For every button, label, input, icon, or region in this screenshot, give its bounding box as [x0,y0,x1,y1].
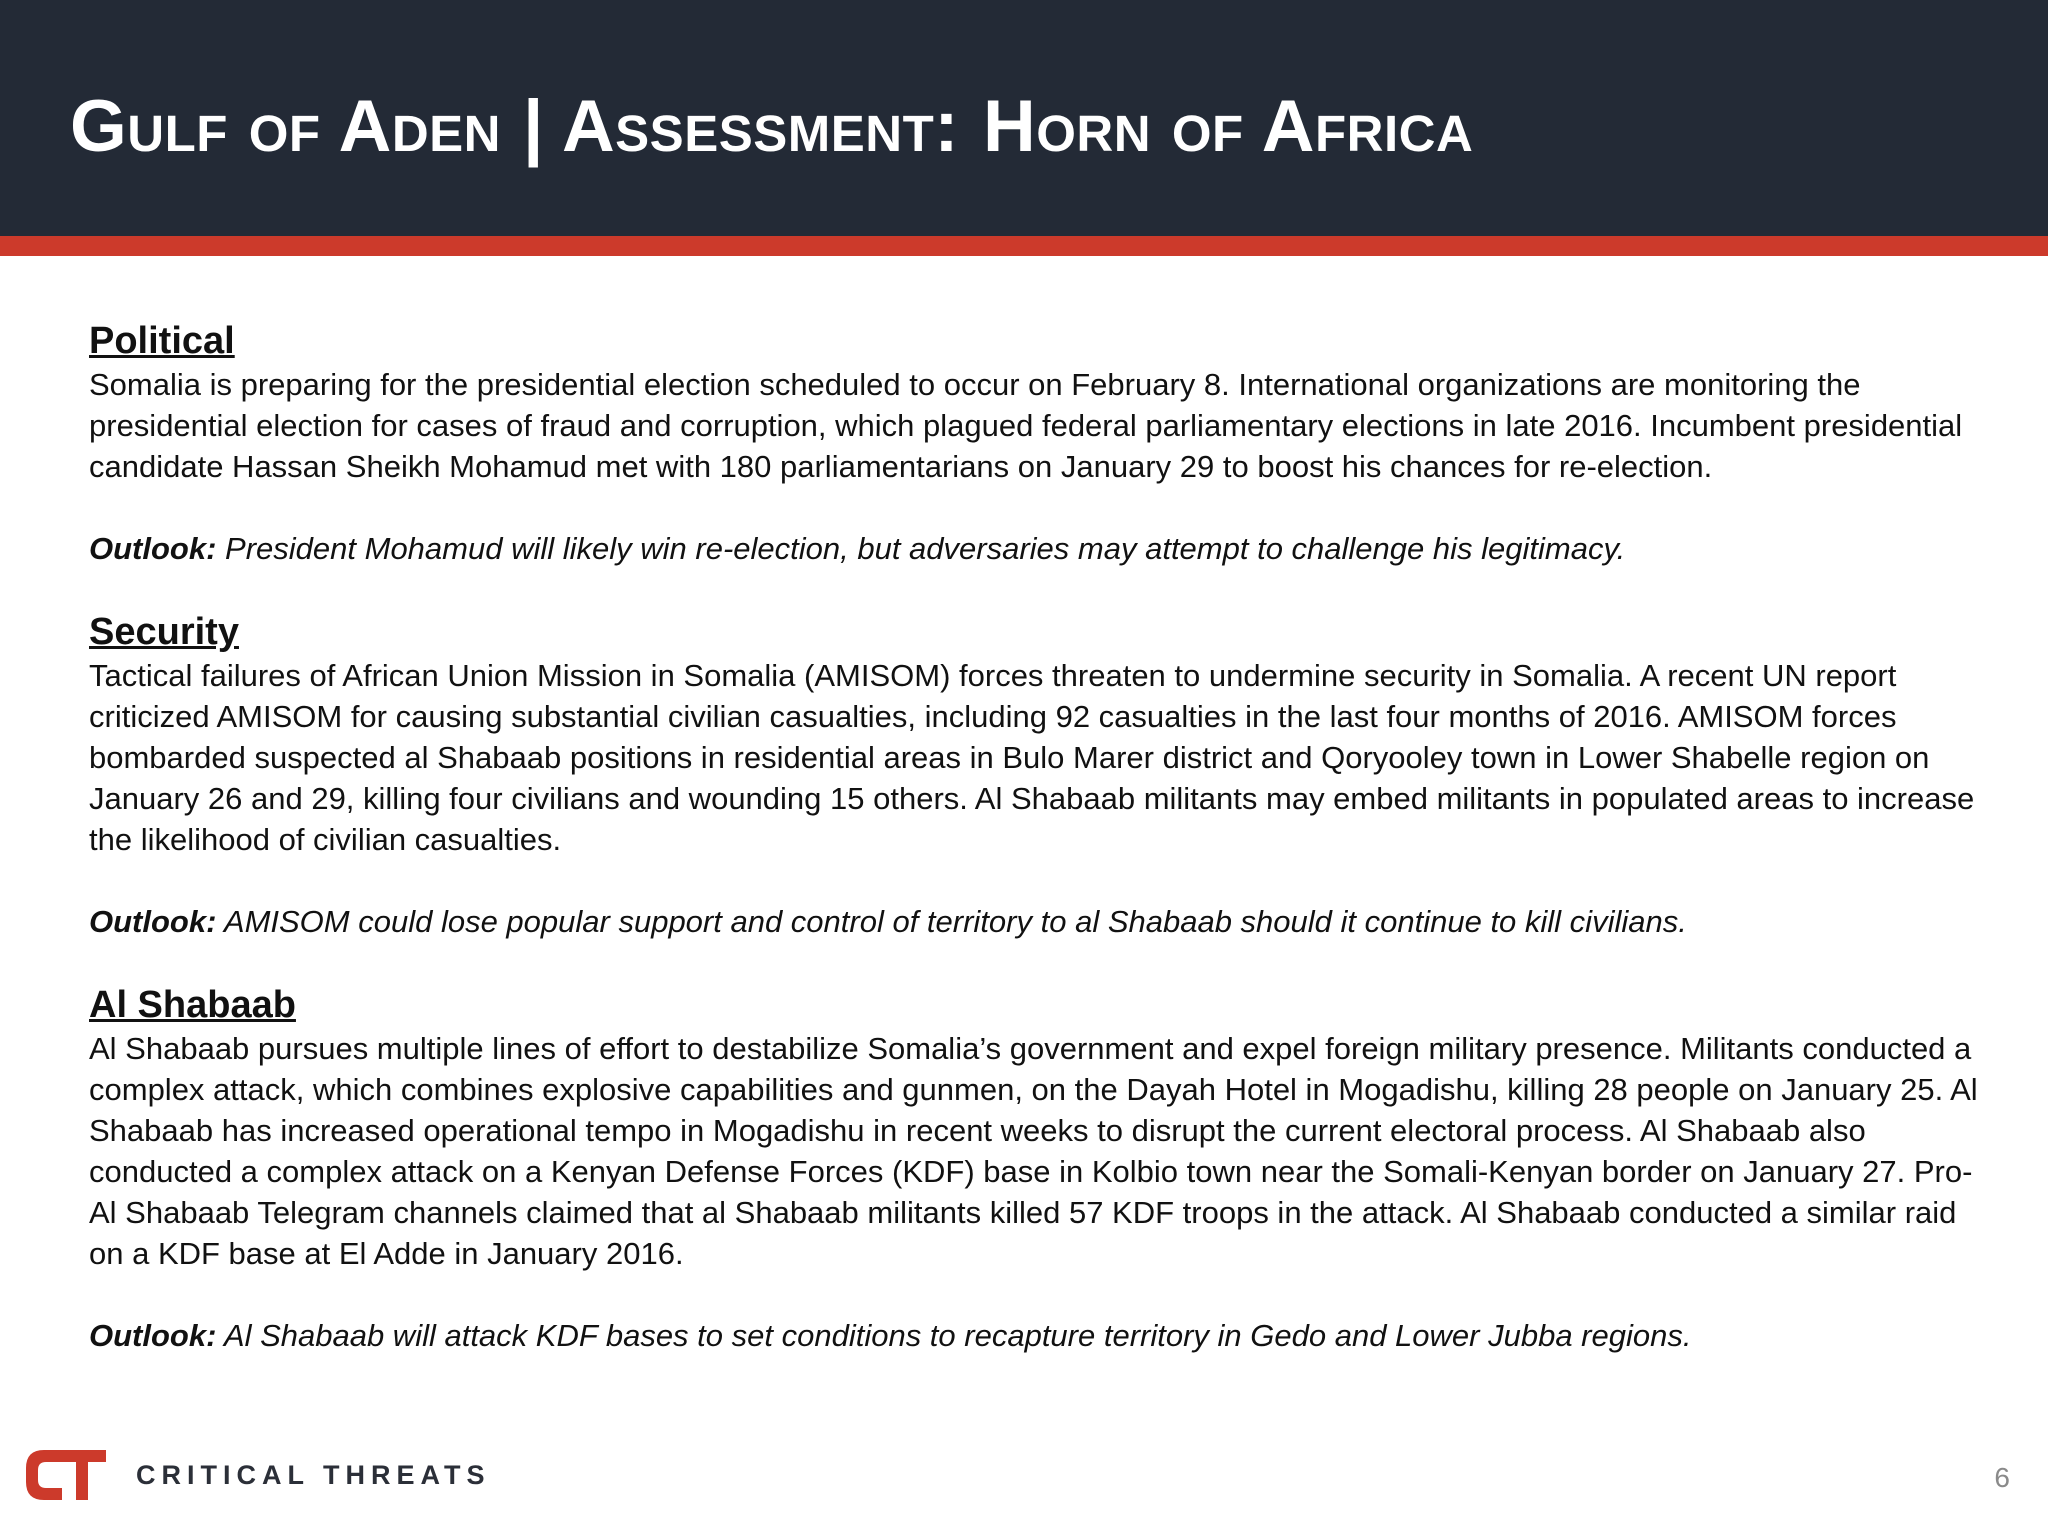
title-separator: | [523,86,544,167]
section-heading: Security [89,611,239,653]
outlook-text: Al Shabaab will attack KDF bases to set conditions to recapture territory in Gedo and Lower Jubba regions. [223,1318,1692,1353]
section-heading: Political [89,320,235,362]
slide-content [89,318,1989,1356]
outlook-label: Outlook: [89,531,217,566]
section-body: Somalia is preparing for the presidential election scheduled to occur on February 8. International organizations are monitoring the presidential election for cases of fraud and corruption, which plagued federal parliamentary elections in late 2016. Incumbent presidential candidate Hassan Sheikh Mohamud met with 180 parliamentarians on January 29 to boost his chances for re-election. [89,367,1963,484]
critical-threats-logo [22,1446,491,1504]
section-outlook [89,1315,1989,1356]
header-accent-stripe [0,236,2048,256]
section-political [89,318,1989,569]
outlook-text: President Mohamud will likely win re-election, but adversaries may attempt to challenge his legitimacy. [225,531,1626,566]
title-subject: Horn of Africa [983,86,1474,167]
section-al-shabaab [89,982,1989,1356]
logo-wordmark: CRITICAL THREATS [136,1459,491,1490]
section-body: Al Shabaab pursues multiple lines of effort to destabilize Somalia’s government and expel foreign military presence. Militants conducted a complex attack, which combines explosive capabilities and gunmen, on the Dayah Hotel in Mogadishu, killing 28 people on January 25. Al Shabaab has increased operational tempo in Mogadishu in recent weeks to disrupt the current electoral process. Al Shabaab also conducted a complex attack on a Kenyan Defense Forces (KDF) base in Kolbio town near the Somali-Kenyan border on January 27. Pro-Al Shabaab Telegram channels claimed that al Shabaab militants killed 57 KDF troops in the attack. Al Shabaab conducted a similar raid on a KDF base at El Adde in January 2016. [89,1031,1978,1271]
section-security [89,609,1989,942]
ct-logo-icon [22,1446,108,1504]
section-outlook [89,901,1989,942]
page-number: 6 [1994,1462,2010,1493]
outlook-label: Outlook: [89,904,217,939]
section-heading: Al Shabaab [89,984,296,1026]
title-assessment: Assessment: [561,86,960,167]
section-outlook [89,528,1989,569]
title-region: Gulf of Aden [70,86,501,167]
outlook-label: Outlook: [89,1318,217,1353]
outlook-text: AMISOM could lose popular support and control of territory to al Shabaab should it continue to kill civilians. [223,904,1687,939]
slide-title [70,82,1473,172]
section-body: Tactical failures of African Union Mission in Somalia (AMISOM) forces threaten to undermine security in Somalia. A recent UN report criticized AMISOM for causing substantial civilian casualties, including 92 casualties in the last four months of 2016. AMISOM forces bombarded suspected al Shabaab positions in residential areas in Bulo Marer district and Qoryooley town in Lower Shabelle region on January 26 and 29, killing four civilians and wounding 15 others. Al Shabaab militants may embed militants in populated areas to increase the likelihood of civilian casualties. [89,658,1975,857]
